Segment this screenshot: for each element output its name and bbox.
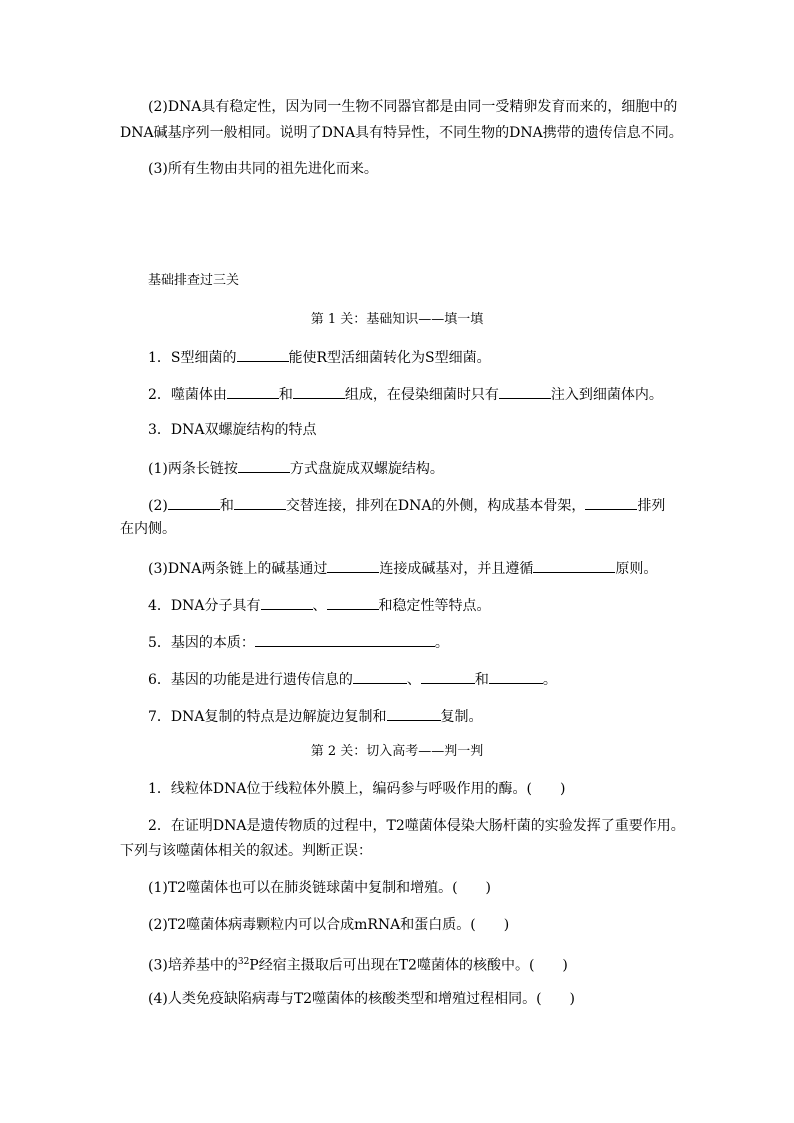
blank bbox=[421, 669, 475, 684]
intro-p3: (3)所有生物由共同的祖先进化而来。 bbox=[148, 161, 378, 177]
l1-q3: 3．DNA双螺旋结构的特点 bbox=[148, 422, 317, 438]
blank bbox=[293, 384, 345, 399]
blank bbox=[255, 632, 435, 647]
l1-q3-3: (3)DNA两条链上的碱基通过 连接成碱基对，并且遵循 原则。 bbox=[148, 558, 657, 578]
l1-q4: 4．DNA分子具有 、 和稳定性等特点。 bbox=[148, 595, 491, 615]
blank bbox=[585, 495, 637, 510]
blank bbox=[327, 595, 379, 610]
intro-p2-line2: DNA碱基序列一般相同。说明了DNA具有特异性，不同生物的DNA携带的遗传信息不同。 bbox=[120, 125, 683, 141]
blank bbox=[489, 669, 543, 684]
l2-q2-2: (2)T2噬菌体病毒颗粒内可以合成mRNA和蛋白质。( ) bbox=[148, 917, 510, 933]
l1-q3-1: (1)两条长链按 方式盘旋成双螺旋结构。 bbox=[148, 458, 444, 478]
l1-q2: 2．噬菌体由 和 组成，在侵染细菌时只有 注入到细菌体内。 bbox=[148, 384, 663, 404]
intro-p2-line1: (2)DNA具有稳定性，因为同一生物不同器官都是由同一受精卵发育而来的，细胞中的 bbox=[148, 99, 678, 115]
l2-q2-line1: 2．在证明DNA是遗传物质的过程中，T2噬菌体侵染大肠杆菌的实验发挥了重要作用。 bbox=[148, 818, 685, 834]
l1-q5: 5．基因的本质： 。 bbox=[148, 632, 449, 652]
blank bbox=[499, 384, 551, 399]
blank bbox=[238, 458, 290, 473]
blank bbox=[168, 495, 220, 510]
level2-title: 第 2 关：切入高考——判一判 bbox=[310, 744, 484, 759]
blank bbox=[227, 384, 279, 399]
superscript-32: 32 bbox=[237, 957, 250, 967]
l2-q2-1: (1)T2噬菌体也可以在肺炎链球菌中复制和增殖。( ) bbox=[148, 880, 491, 896]
l1-q1: 1．S型细菌的 能使R型活细菌转化为S型细菌。 bbox=[148, 347, 491, 367]
blank bbox=[237, 347, 289, 362]
blank bbox=[387, 706, 441, 721]
level1-title: 第 1 关：基础知识——填一填 bbox=[310, 312, 484, 327]
blank bbox=[353, 669, 407, 684]
l1-q3-2: (2) 和 交替连接，排列在DNA的外侧，构成基本骨架， 排列 bbox=[148, 495, 665, 515]
section-title: 基础排查过三关 bbox=[148, 273, 240, 288]
l2-q1: 1．线粒体DNA位于线粒体外膜上，编码参与呼吸作用的酶。( ) bbox=[148, 781, 566, 797]
l2-q2-3: (3)培养基中的$^{32}$P经宿主摄取后可出现在T2噬菌体的核酸中。( ) bbox=[148, 957, 568, 974]
blank bbox=[327, 558, 379, 573]
blank bbox=[533, 558, 615, 573]
l1-q6: 6．基因的功能是进行遗传信息的 、 和 。 bbox=[148, 669, 557, 689]
l1-q3-2-cont: 在内侧。 bbox=[120, 521, 176, 537]
l1-q7: 7．DNA复制的特点是边解旋边复制和 复制。 bbox=[148, 706, 483, 726]
l2-q2-4: (4)人类免疫缺陷病毒与T2噬菌体的核酸类型和增殖过程相同。( ) bbox=[148, 991, 575, 1007]
l2-q2-line2: 下列与该噬菌体相关的叙述。判断正误： bbox=[120, 843, 372, 859]
blank bbox=[234, 495, 286, 510]
blank bbox=[261, 595, 313, 610]
